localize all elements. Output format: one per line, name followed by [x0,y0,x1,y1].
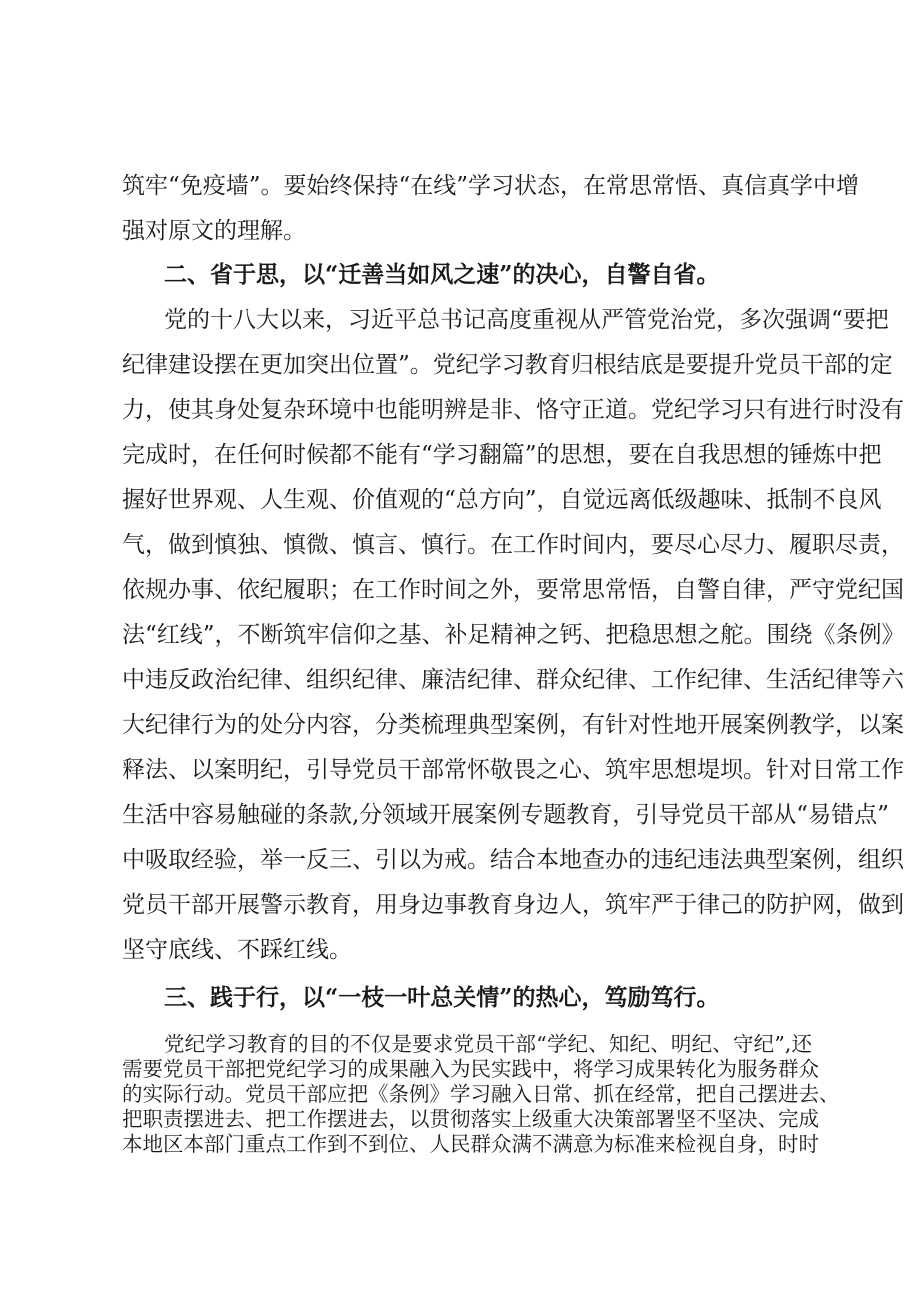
paragraph-line: 的实际行动。党员干部应把《条例》学习融入日常、抓在经常，把自己摆进去、 [122,1082,840,1106]
paragraph-line: 中吸取经验，举一反三、引以为戒。结合本地查办的违纪违法典型案例，组织 [122,847,904,873]
paragraph-line: 释法、以案明纪，引导党员干部常怀敬畏之心、筑牢思想堤坝。针对日常工作 [122,757,904,783]
paragraph-line: 把职责摆进去、把工作摆进去，以贯彻落实上级重大决策部署坚不坚决、完成 [122,1107,819,1131]
paragraph-line: 大纪律行为的处分内容，分类梳理典型案例，有针对性地开展案例教学，以案 [122,712,904,738]
paragraph-line: 党的十八大以来，习近平总书记高度重视从严管党治党，多次强调“要把 [164,307,889,333]
paragraph-line: 党员干部开展警示教育，用身边事教育身边人，筑牢严于律己的防护网，做到 [122,892,904,918]
paragraph-line: 需要党员干部把党纪学习的成果融入为民实践中，将学习成果转化为服务群众 [122,1057,819,1081]
paragraph-line: 力，使其身处复杂环境中也能明辨是非、恪守正道。党纪学习只有进行时没有 [122,397,904,423]
paragraph-line: 本地区本部门重点工作到不到位、人民群众满不满意为标准来检视自身，时时 [122,1132,819,1156]
paragraph-line: 气，做到慎独、慎微、慎言、慎行。在工作时间内，要尽心尽力、履职尽责， [122,532,904,558]
paragraph-line: 坚守底线、不踩红线。 [122,937,352,963]
paragraph-line: 党纪学习教育的目的不仅是要求党员干部“学纪、知纪、明纪、守纪”,还 [164,1032,812,1056]
paragraph-line: 依规办事、依纪履职；在工作时间之外，要常思常悟，自警自律，严守党纪国 [122,577,904,603]
paragraph-line: 中违反政治纪律、组织纪律、廉洁纪律、群众纪律、工作纪律、生活纪律等六 [122,667,904,693]
section-heading: 三、践于行，以“一枝一叶总关情”的热心，笃励笃行。 [164,984,720,1011]
paragraph-line: 纪律建设摆在更加突出位置”。党纪学习教育归根结底是要提升党员干部的定 [122,352,893,378]
section-heading: 二、省于思，以“迁善当如风之速”的决心，自警自省。 [164,261,720,288]
paragraph-line: 法“红线”，不断筑牢信仰之基、补足精神之钙、把稳思想之舵。围绕《条例》 [122,622,905,648]
paragraph-line: 生活中容易触碰的条款,分领域开展案例专题教育，引导党员干部从“易错点” [122,802,889,828]
paragraph-line: 筑牢“免疫墙”。要始终保持“在线”学习状态，在常思常悟、真信真学中增 [122,173,860,199]
paragraph-line: 强对原文的理解。 [122,218,306,244]
paragraph-line: 完成时，在任何时候都不能有“学习翻篇”的思想，要在自我思想的锤炼中把 [122,442,882,468]
paragraph-line: 握好世界观、人生观、价值观的“总方向”，自觉远离低级趣味、抵制不良风 [122,487,882,513]
